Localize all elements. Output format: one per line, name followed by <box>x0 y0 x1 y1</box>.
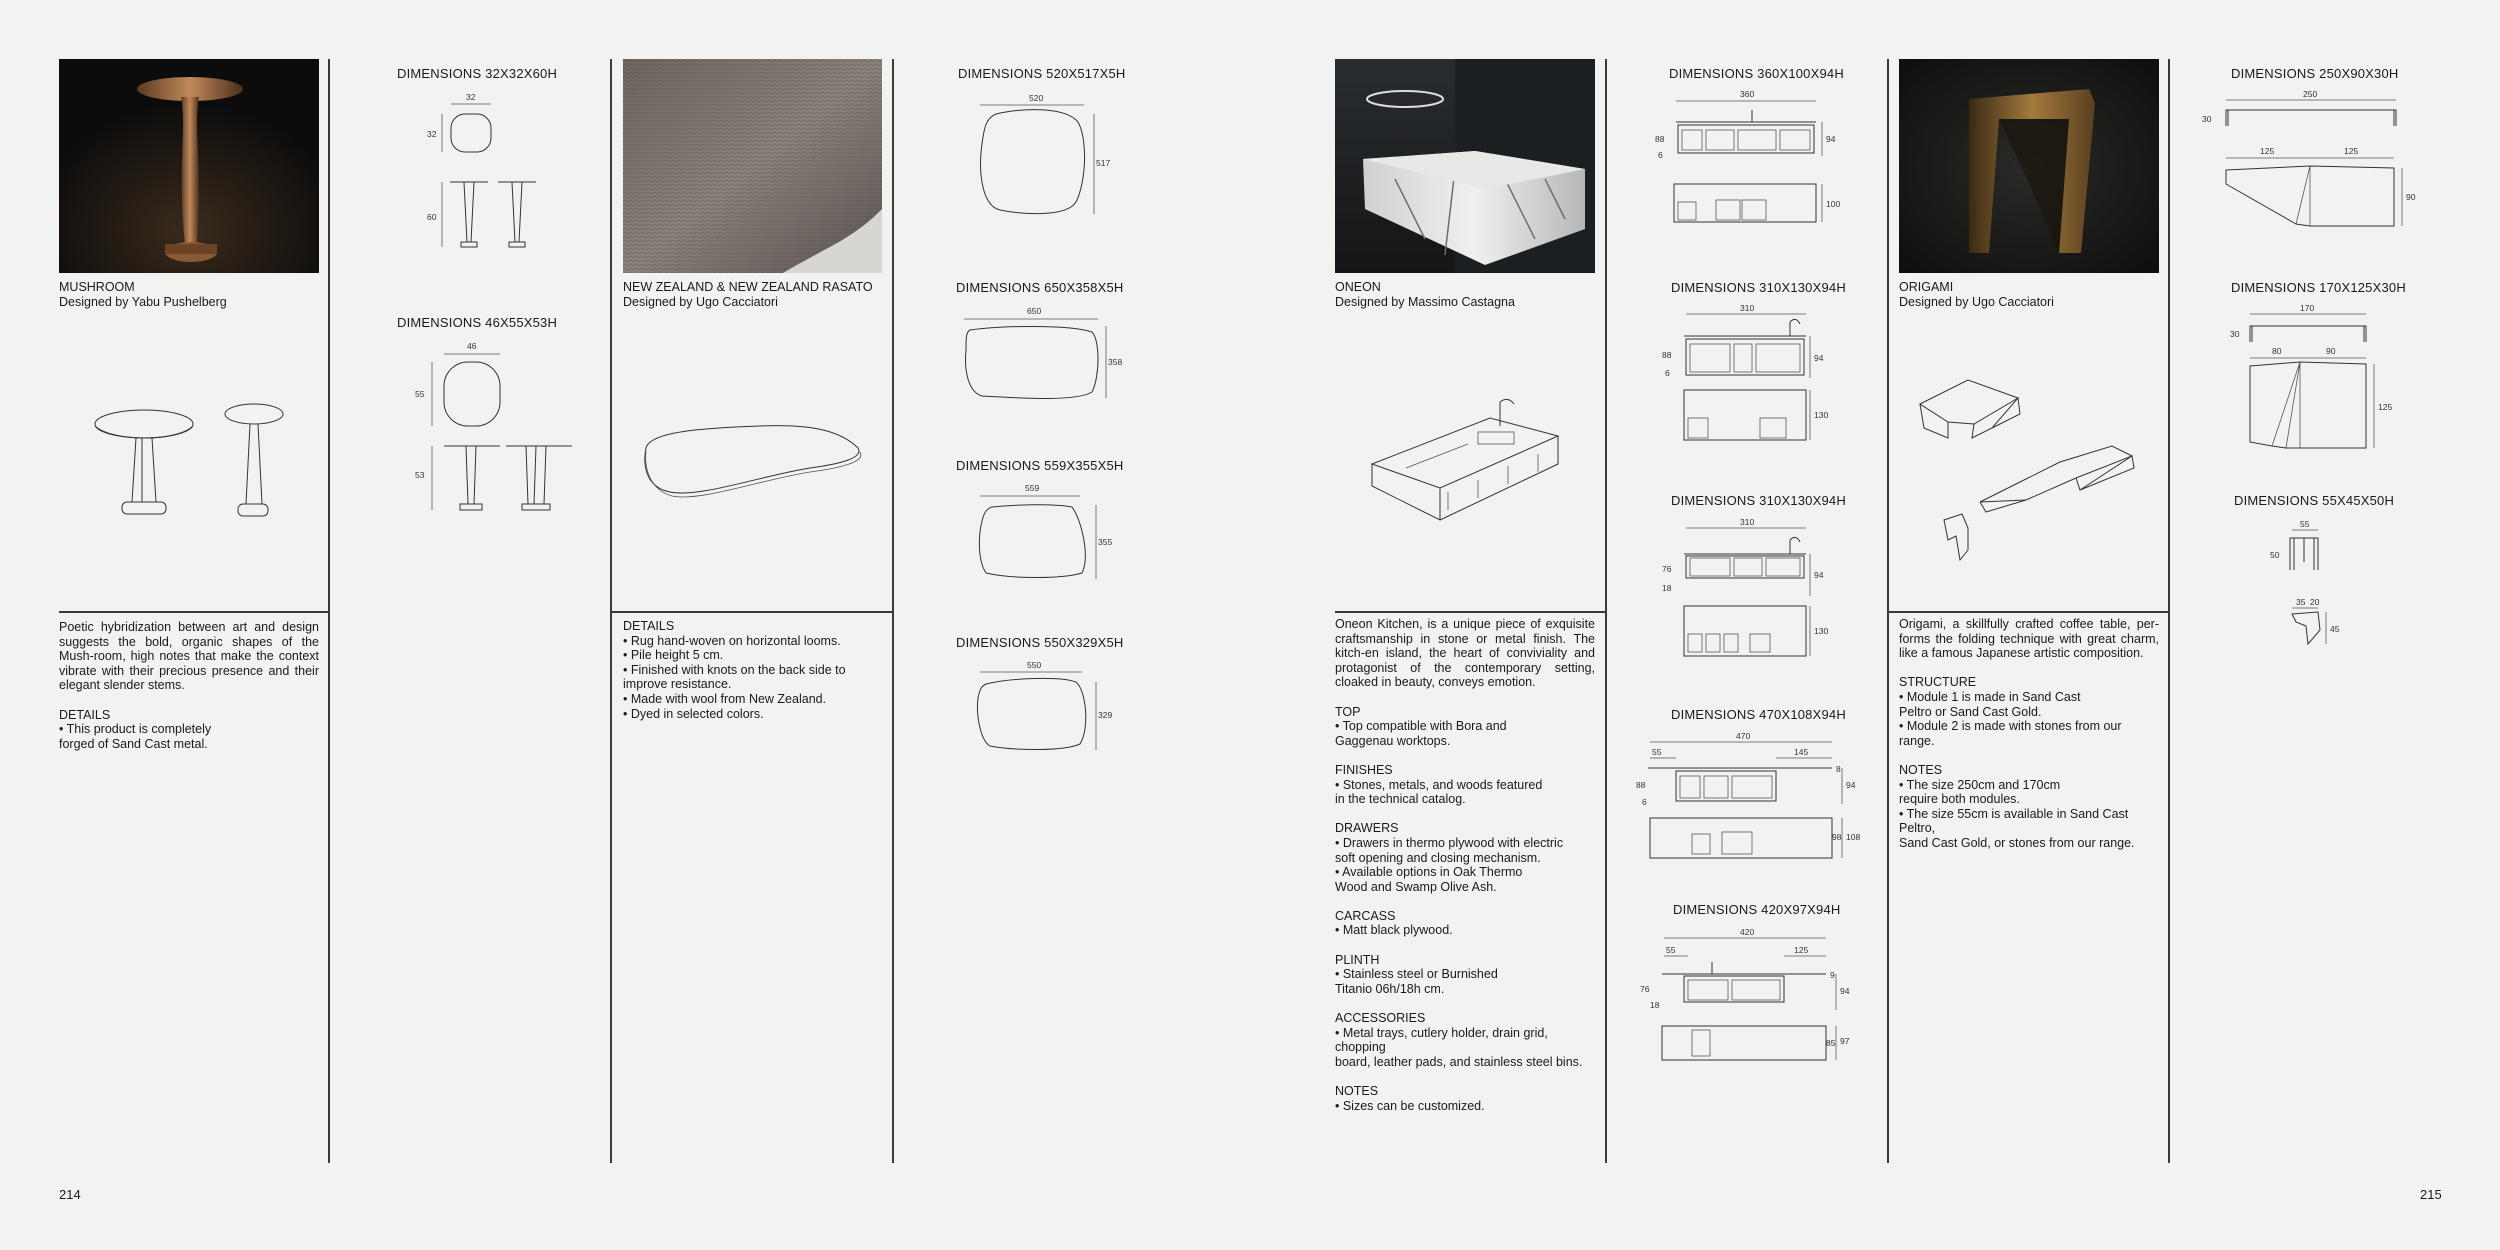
dim-label: 130 <box>1814 410 1829 420</box>
structure-line: • Module 2 is made with stones from our range. <box>1899 719 2122 748</box>
spec-section <box>1335 763 1595 807</box>
dim-label: 8 <box>1836 764 1841 774</box>
dim-label: 55 <box>1652 747 1662 757</box>
dim-label: 125 <box>2344 146 2359 156</box>
spec-line: soft opening and closing mechanism. <box>1335 850 1541 865</box>
product-name: ORIGAMI <box>1899 280 1954 294</box>
kitchen-elevation-drawing <box>1650 88 1850 228</box>
spec-line: • Top compatible with Bora and <box>1335 719 1507 734</box>
dim-label: 55 <box>415 389 425 399</box>
details-line: • Made with wool from New Zealand. <box>623 691 827 706</box>
dimension-title: DIMENSIONS 420X97X94H <box>1673 902 1841 917</box>
details-line: • Finished with knots on the back side to improve resistance. <box>623 662 846 692</box>
dimension-title: DIMENSIONS 310X130X94H <box>1671 493 1846 508</box>
notes-line: Sand Cast Gold, or stones from our range. <box>1899 835 2135 850</box>
dim-label: 310 <box>1740 517 1755 527</box>
dim-label: 94 <box>1846 780 1856 790</box>
dim-label: 355 <box>1098 537 1113 547</box>
kitchen-elevation-drawing <box>1650 302 1850 452</box>
description-text: Oneon Kitchen, is a unique piece of exquisite craftsmanship in stone or metal finish. The kitch-en island, the heart of conviviality and protagonist of the contemporary setting, cloaked in beauty, conveys emotion. <box>1335 617 1595 690</box>
mushroom-small-drawing <box>420 92 560 272</box>
details-line: • Dyed in selected colors. <box>623 706 764 721</box>
dim-label: 125 <box>2260 146 2275 156</box>
dim-label: 100 <box>1826 199 1841 209</box>
rug-shape-drawing <box>958 304 1128 424</box>
dimension-title: DIMENSIONS 470X108X94H <box>1671 707 1846 722</box>
dim-label: 50 <box>2270 550 2280 560</box>
product-name: MUSHROOM <box>59 280 135 294</box>
dim-label: 85 <box>1826 1038 1836 1048</box>
dim-label: 80 <box>2272 346 2282 356</box>
spec-line: in the technical catalog. <box>1335 792 1466 807</box>
kitchen-elevation-drawing <box>1650 516 1850 666</box>
kitchen-elevation-drawing <box>1636 926 1866 1076</box>
spec-section <box>1335 909 1595 938</box>
spec-line: • Sizes can be customized. <box>1335 1098 1485 1113</box>
section-rule <box>612 611 892 613</box>
structure-line: • Module 1 is made in Sand Cast <box>1899 689 2081 704</box>
dimension-title: DIMENSIONS 550X329X5H <box>956 635 1124 650</box>
rug-perspective-drawing <box>640 418 870 508</box>
dim-label: 6 <box>1642 797 1647 807</box>
notes-title: NOTES <box>1899 762 1943 777</box>
dim-label: 88 <box>1655 134 1665 144</box>
dim-label: 32 <box>427 129 437 139</box>
dim-label: 97 <box>1840 1036 1850 1046</box>
dim-label: 18 <box>1650 1000 1660 1010</box>
page-number: 214 <box>59 1187 81 1202</box>
dim-label: 32 <box>466 92 476 102</box>
dim-label: 55 <box>2300 519 2310 529</box>
product-designer: Designed by Ugo Cacciatori <box>623 295 778 309</box>
details-line: • Pile height 5 cm. <box>623 648 724 663</box>
origami-elevation-drawing <box>2200 88 2420 238</box>
product-designer: Designed by Yabu Pushelberg <box>59 295 227 309</box>
dim-label: 46 <box>467 341 477 351</box>
product-name: NEW ZEALAND & NEW ZEALAND RASATO <box>623 280 873 294</box>
dim-label: 90 <box>2326 346 2336 356</box>
section-rule <box>1889 611 2168 613</box>
dim-label: 108 <box>1846 832 1861 842</box>
spec-section <box>1335 705 1595 749</box>
dim-label: 329 <box>1098 710 1113 720</box>
origami-perspective-drawing <box>1908 350 2158 570</box>
spec-section <box>1335 953 1595 997</box>
spec-section <box>1335 1011 1595 1069</box>
product-name: ONEON <box>1335 280 1381 294</box>
origami-photo <box>1899 59 2159 273</box>
dim-label: 60 <box>427 212 437 222</box>
dim-label: 310 <box>1740 303 1755 313</box>
dim-label: 360 <box>1740 89 1755 99</box>
dim-label: 550 <box>1027 660 1042 670</box>
mushroom-photo <box>59 59 319 273</box>
dim-label: 35 <box>2296 597 2306 607</box>
dimension-title: DIMENSIONS 520X517X5H <box>958 66 1126 81</box>
spec-line: • Stainless steel or Burnished <box>1335 967 1498 982</box>
mushroom-perspective-drawing <box>92 402 312 522</box>
rug-photo <box>623 59 882 273</box>
spec-title: DRAWERS <box>1335 821 1399 836</box>
details-line: • Rug hand-woven on horizontal looms. <box>623 633 841 648</box>
details-title: DETAILS <box>59 707 111 722</box>
dim-label: 76 <box>1640 984 1650 994</box>
dim-label: 125 <box>1794 945 1809 955</box>
dim-label: 9 <box>1830 970 1835 980</box>
dim-label: 76 <box>1662 564 1672 574</box>
page-number: 215 <box>2420 1187 2442 1202</box>
spec-line: • Drawers in thermo plywood with electric <box>1335 835 1564 850</box>
column-divider <box>1605 59 1607 1163</box>
dim-label: 517 <box>1096 158 1111 168</box>
kitchen-elevation-drawing <box>1636 730 1866 880</box>
dim-label: 98 <box>1832 832 1842 842</box>
dim-label: 358 <box>1108 357 1123 367</box>
dimension-title: DIMENSIONS 32X32X60H <box>397 66 558 81</box>
section-rule <box>59 611 328 613</box>
dim-label: 90 <box>2406 192 2416 202</box>
column-divider <box>2168 59 2170 1163</box>
dim-label: 45 <box>2330 624 2340 634</box>
notes-line: • The size 55cm is available in Sand Cast Peltro, <box>1899 806 2129 836</box>
product-designer: Designed by Massimo Castagna <box>1335 295 1515 309</box>
spec-title: PLINTH <box>1335 952 1380 967</box>
dim-label: 130 <box>1814 626 1829 636</box>
oneon-photo <box>1335 59 1595 273</box>
dim-label: 53 <box>415 470 425 480</box>
dim-label: 170 <box>2300 303 2315 313</box>
notes-line: require both modules. <box>1899 792 2020 807</box>
spec-title: ACCESSORIES <box>1335 1011 1426 1026</box>
dim-label: 94 <box>1840 986 1850 996</box>
origami-small-drawing <box>2260 518 2380 658</box>
dimension-title: DIMENSIONS 250X90X30H <box>2231 66 2399 81</box>
spec-section <box>1335 1084 1595 1113</box>
oneon-perspective-drawing <box>1368 392 1568 532</box>
description-text: Poetic hybridization between art and design suggests the bold, organic shapes of the Mush-room, high notes that make the context vibrate with their precious presence and their elegant slender stems. <box>59 620 319 693</box>
dim-label: 20 <box>2310 597 2320 607</box>
rug-shape-drawing <box>970 92 1110 232</box>
spec-title: FINISHES <box>1335 762 1393 777</box>
spec-line: • Metal trays, cutlery holder, drain grid, chopping <box>1335 1025 1548 1055</box>
dimension-title: DIMENSIONS 46X55X53H <box>397 315 558 330</box>
section-rule <box>1335 611 1605 613</box>
rug-details <box>623 619 885 721</box>
dim-label: 520 <box>1029 93 1044 103</box>
spec-title: NOTES <box>1335 1084 1379 1098</box>
details-line: forged of Sand Cast metal. <box>59 736 208 751</box>
details-title: DETAILS <box>623 619 675 633</box>
column-divider <box>892 59 894 1163</box>
product-description <box>59 620 319 751</box>
details-line: • This product is completely <box>59 722 212 737</box>
dimension-title: DIMENSIONS 170X125X30H <box>2231 280 2406 295</box>
product-designer: Designed by Ugo Cacciatori <box>1899 295 2054 309</box>
dimension-title: DIMENSIONS 55X45X50H <box>2234 493 2395 508</box>
mushroom-large-drawing <box>410 340 580 520</box>
column-divider <box>328 59 330 1163</box>
structure-line: Peltro or Sand Cast Gold. <box>1899 704 2042 719</box>
notes-line: • The size 250cm and 170cm <box>1899 777 2061 792</box>
dim-label: 88 <box>1636 780 1646 790</box>
dim-label: 420 <box>1740 927 1755 937</box>
dim-label: 559 <box>1025 483 1040 493</box>
dim-label: 6 <box>1665 368 1670 378</box>
rug-shape-drawing <box>970 658 1120 768</box>
origami-elevation-drawing <box>2200 302 2400 452</box>
dim-label: 6 <box>1658 150 1663 160</box>
dim-label: 94 <box>1814 570 1824 580</box>
spec-section <box>1335 821 1595 894</box>
dim-label: 30 <box>2202 114 2212 124</box>
dim-label: 30 <box>2230 329 2240 339</box>
dim-label: 650 <box>1027 306 1042 316</box>
spec-line: • Available options in Oak Thermo <box>1335 865 1523 880</box>
spec-line: board, leather pads, and stainless steel bins. <box>1335 1054 1583 1069</box>
spec-line: Titanio 06h/18h cm. <box>1335 981 1445 996</box>
dim-label: 18 <box>1662 583 1672 593</box>
dimension-title: DIMENSIONS 310X130X94H <box>1671 280 1846 295</box>
dim-label: 125 <box>2378 402 2393 412</box>
spec-title: CARCASS <box>1335 908 1396 923</box>
dimension-title: DIMENSIONS 559X355X5H <box>956 458 1124 473</box>
dim-label: 470 <box>1736 731 1751 741</box>
description-text: Origami, a skillfully crafted coffee table, per-forms the folding technique with great charm, like a famous Japanese artistic composition. <box>1899 617 2159 661</box>
spec-line: Gaggenau worktops. <box>1335 733 1451 748</box>
dim-label: 55 <box>1666 945 1676 955</box>
dimension-title: DIMENSIONS 360X100X94H <box>1669 66 1844 81</box>
dim-label: 94 <box>1814 353 1824 363</box>
rug-shape-drawing <box>972 481 1122 591</box>
dim-label: 94 <box>1826 134 1836 144</box>
spec-line: Wood and Swamp Olive Ash. <box>1335 879 1497 894</box>
oneon-text <box>1335 617 1595 1113</box>
dim-label: 145 <box>1794 747 1809 757</box>
structure-title: STRUCTURE <box>1899 675 1977 690</box>
dim-label: 250 <box>2303 89 2318 99</box>
origami-text <box>1899 617 2159 851</box>
dimension-title: DIMENSIONS 650X358X5H <box>956 280 1124 295</box>
spec-line: • Matt black plywood. <box>1335 923 1453 938</box>
spec-line: • Stones, metals, and woods featured <box>1335 777 1543 792</box>
dim-label: 88 <box>1662 350 1672 360</box>
spec-title: TOP <box>1335 704 1361 719</box>
